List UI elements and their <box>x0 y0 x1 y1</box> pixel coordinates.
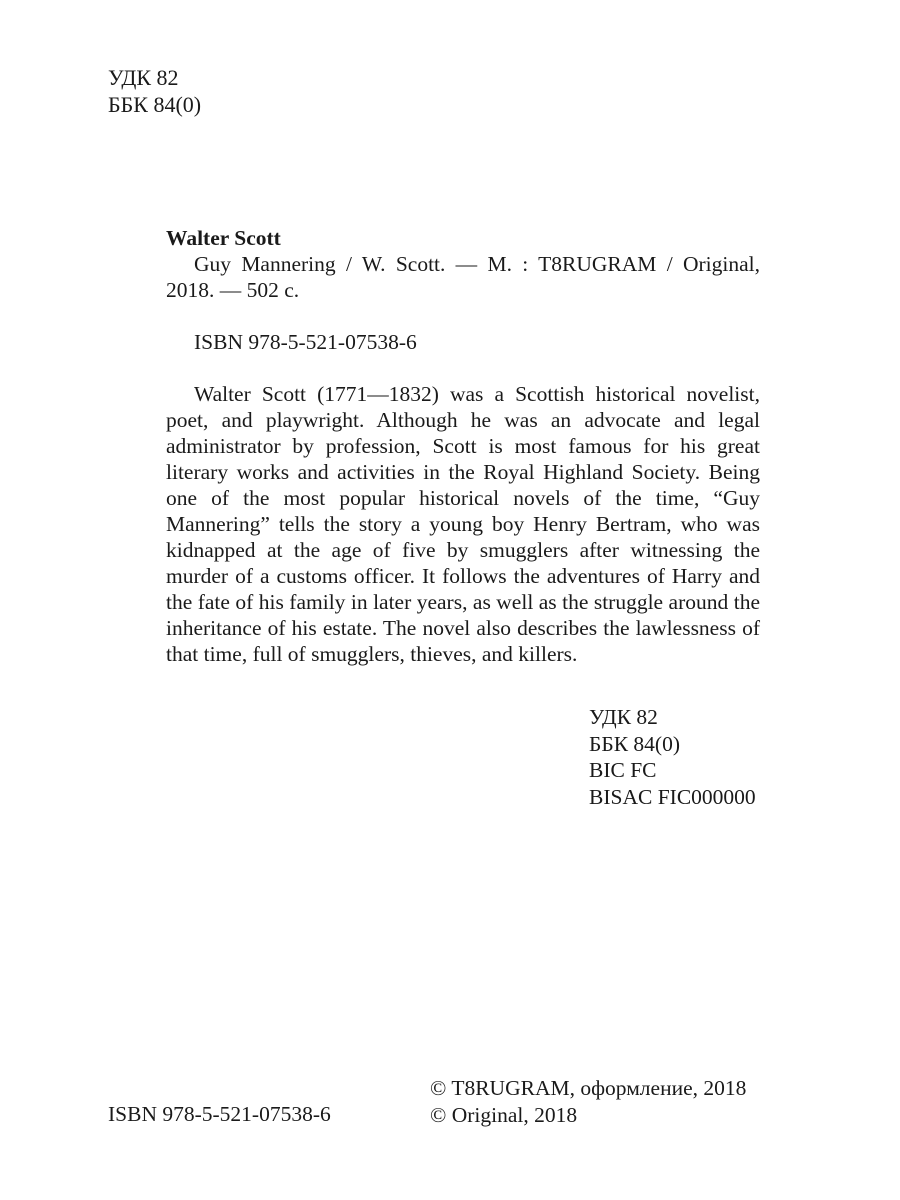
bbk-code: ББК 84(0) <box>108 92 202 117</box>
annotation-paragraph: Walter Scott (1771—1832) was a Scottish historical novelist, poet, and playwright. Although he was an advocate and legal administrator by profession, Scott is most famous for his great literary works and activities in the Royal Highland Society. Being one of the most popular historical novels of the time, “Guy Mannering” tells the story a young boy Henry Bertram, who was kidnapped at the age of five by smugglers after witnessing the murder of a customs officer. It follows the adventures of Harry and the fate of his family in later years, as well as the struggle around the inheritance of his estate. The novel also describes the lawlessness of that time, full of smugglers, thieves, and killers. <box>166 382 760 666</box>
bisac-code: BISAC FIC000000 <box>589 784 756 809</box>
record-isbn: ISBN 978-5-521-07538-6 <box>194 330 417 354</box>
bottom-isbn <box>108 1101 331 1128</box>
udk-code: УДК 82 <box>108 65 179 90</box>
copyright-design: © T8RUGRAM, оформление, 2018 <box>430 1076 747 1100</box>
bibliographic-record <box>166 225 760 667</box>
top-classification <box>108 64 201 118</box>
copyright-notices <box>430 1075 746 1129</box>
right-classification <box>589 704 756 810</box>
bic-code: BIC FC <box>589 758 657 782</box>
isbn-number: ISBN 978-5-521-07538-6 <box>108 1102 331 1126</box>
bbk-code: ББК 84(0) <box>589 731 680 756</box>
bibliographic-line: Guy Mannering / W. Scott. — M. : T8RUGRAM / Original, 2018. — 502 c. <box>166 252 760 302</box>
author-name: Walter Scott <box>166 226 281 250</box>
copyright-original: © Original, 2018 <box>430 1103 578 1127</box>
udk-code: УДК 82 <box>589 705 658 729</box>
